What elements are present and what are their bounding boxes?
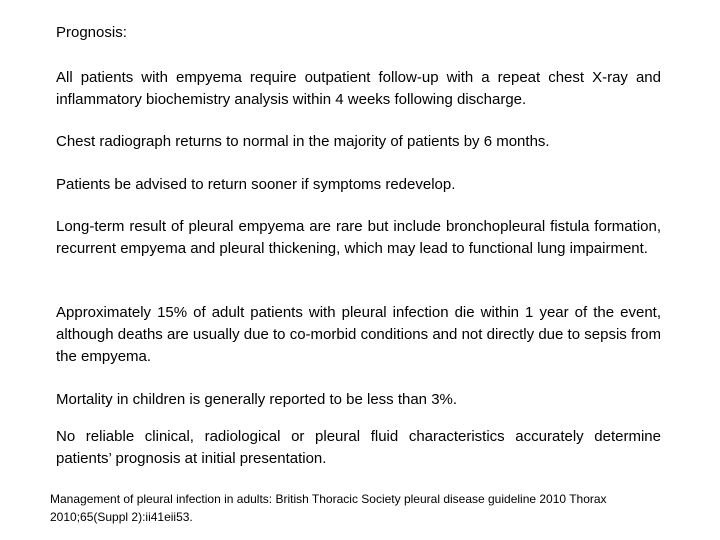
- paragraph-child-mortality: Mortality in children is generally reported to be less than 3%.: [56, 391, 458, 408]
- paragraph-return-advice: Patients be advised to return sooner if symptoms redevelop.: [56, 176, 456, 193]
- paragraph-outpatient-follow-up: All patients with empyema require outpatient follow-up with a repeat chest X-ray and inflammatory biochemistry analysis within 4 weeks following discharge.: [56, 69, 661, 108]
- paragraph-long-term-result: Long-term result of pleural empyema are rare but include bronchopleural fistula formation, recurrent empyema and pleural thickening, which may lead to functional lung impairment.: [56, 218, 661, 257]
- paragraph-adult-mortality: Approximately 15% of adult patients with pleural infection die within 1 year of the event, although deaths are usually due to co-morbid conditions and not directly due to sepsis from the empyema.: [56, 304, 661, 365]
- slide-title: Prognosis:: [56, 24, 127, 41]
- paragraph-chest-radiograph: Chest radiograph returns to normal in the majority of patients by 6 months.: [56, 133, 550, 150]
- paragraph-prognosis-determination: No reliable clinical, radiological or pleural fluid characteristics accurately determine patients’ prognosis at initial presentation.: [56, 428, 661, 467]
- reference-citation: Management of pleural infection in adults: British Thoracic Society pleural disease guideline 2010 Thorax 2010;65(Suppl 2):ii41eii53.: [50, 492, 607, 524]
